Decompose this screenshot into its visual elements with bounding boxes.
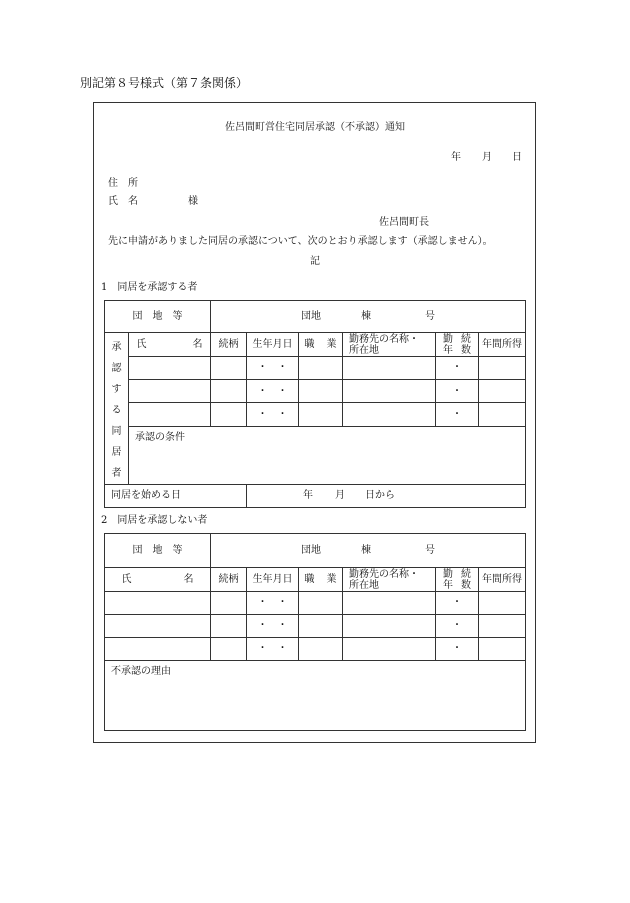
date-month-label: 月 bbox=[482, 152, 492, 163]
cell-name bbox=[129, 357, 211, 380]
header-occupation-a: 職 bbox=[304, 573, 315, 585]
header-relation: 続柄 bbox=[211, 568, 247, 592]
number-text: 号 bbox=[425, 544, 435, 556]
cell-name bbox=[105, 592, 211, 615]
header-name bbox=[105, 568, 211, 592]
header-years-a1: 勤 bbox=[443, 333, 453, 345]
conditions-cell bbox=[129, 426, 526, 484]
section2-heading: 2 同居を承認しない者 bbox=[101, 515, 208, 526]
cell-years: ・ bbox=[436, 638, 479, 661]
rejection-reason-label: 不承認の理由 bbox=[111, 666, 171, 677]
cell-income bbox=[479, 615, 526, 638]
issuer-label: 佐呂間町長 bbox=[379, 217, 429, 228]
side-char: 承 bbox=[111, 342, 122, 353]
cell-name bbox=[129, 403, 211, 426]
cell-workplace bbox=[343, 638, 436, 661]
cell-years: ・ bbox=[436, 357, 479, 380]
cell-years: ・ bbox=[436, 403, 479, 426]
start-day: 日から bbox=[365, 490, 395, 502]
date-year-label: 年 bbox=[451, 152, 461, 163]
cell-birthdate: ・ ・ bbox=[247, 615, 299, 638]
header-occupation bbox=[299, 333, 343, 357]
cell-relation bbox=[211, 403, 247, 426]
header-income: 年間所得 bbox=[479, 568, 526, 592]
header-years-b1: 年 bbox=[443, 344, 453, 356]
side-char: 認 bbox=[111, 363, 122, 374]
table-row bbox=[105, 357, 526, 380]
header-years-b1: 年 bbox=[443, 579, 453, 591]
header-workplace-line2: 所在地 bbox=[349, 344, 379, 356]
name-label: 氏 名 bbox=[108, 196, 138, 207]
cell-birthdate: ・ ・ bbox=[247, 380, 299, 403]
header-occupation bbox=[299, 568, 343, 592]
side-char: 者 bbox=[111, 468, 122, 479]
cell-occupation bbox=[299, 357, 343, 380]
header-years-a2: 続 bbox=[461, 333, 471, 345]
danchi-text: 団地 bbox=[301, 310, 321, 322]
cell-relation bbox=[211, 380, 247, 403]
cell-relation bbox=[211, 357, 247, 380]
cell-relation bbox=[211, 615, 247, 638]
table-row bbox=[105, 380, 526, 403]
ki-label: 記 bbox=[310, 256, 320, 267]
cell-relation bbox=[211, 592, 247, 615]
cell-birthdate: ・ ・ bbox=[247, 403, 299, 426]
side-char: す bbox=[111, 384, 122, 395]
header-occupation-b: 業 bbox=[326, 573, 337, 585]
header-occupation-b: 業 bbox=[326, 338, 337, 350]
header-workplace-line1: 勤務先の名称・ bbox=[349, 333, 419, 345]
header-name-b: 名 bbox=[183, 573, 194, 585]
danchi-value-cell bbox=[211, 301, 526, 333]
number-text: 号 bbox=[425, 310, 435, 322]
danchi-label-cell bbox=[105, 301, 211, 333]
header-name bbox=[129, 333, 211, 357]
header-workplace-line2: 所在地 bbox=[349, 579, 379, 591]
danchi-label-cell bbox=[105, 534, 211, 568]
cell-name bbox=[129, 380, 211, 403]
header-occupation-a: 職 bbox=[304, 338, 315, 350]
danchi-text: 団地 bbox=[301, 544, 321, 556]
header-years-a1: 勤 bbox=[443, 568, 453, 580]
approved-cohabitants-table bbox=[104, 300, 526, 508]
cell-occupation bbox=[299, 592, 343, 615]
header-workplace bbox=[343, 333, 436, 357]
cell-relation bbox=[211, 638, 247, 661]
cell-name bbox=[105, 638, 211, 661]
header-relation: 続柄 bbox=[211, 333, 247, 357]
header-name-b: 名 bbox=[192, 338, 203, 350]
header-workplace bbox=[343, 568, 436, 592]
cell-income bbox=[479, 403, 526, 426]
start-month: 月 bbox=[335, 490, 345, 502]
cell-occupation bbox=[299, 380, 343, 403]
header-years bbox=[436, 568, 479, 592]
start-year: 年 bbox=[303, 490, 313, 502]
cell-workplace bbox=[343, 592, 436, 615]
header-name-a: 氏 bbox=[136, 338, 147, 350]
side-char: る bbox=[111, 405, 122, 416]
cell-income bbox=[479, 638, 526, 661]
form-number-label: 別記第８号様式（第７条関係） bbox=[80, 76, 249, 90]
danchi-label: 団 地 等 bbox=[132, 310, 183, 322]
cell-birthdate: ・ ・ bbox=[247, 638, 299, 661]
header-birthdate: 生年月日 bbox=[247, 333, 299, 357]
danchi-value-cell bbox=[211, 534, 526, 568]
conditions-label: 承認の条件 bbox=[135, 431, 185, 443]
honorific-sama: 様 bbox=[188, 196, 198, 207]
start-date-value-cell bbox=[247, 485, 526, 508]
cell-occupation bbox=[299, 638, 343, 661]
cell-workplace bbox=[343, 380, 436, 403]
danchi-label: 団 地 等 bbox=[132, 544, 183, 556]
header-birthdate: 生年月日 bbox=[247, 568, 299, 592]
cell-workplace bbox=[343, 615, 436, 638]
address-label: 住 所 bbox=[108, 178, 138, 189]
table-row bbox=[105, 615, 526, 638]
cell-income bbox=[479, 357, 526, 380]
cell-occupation bbox=[299, 615, 343, 638]
cell-birthdate: ・ ・ bbox=[247, 357, 299, 380]
notice-title: 佐呂間町営住宅同居承認（不承認）通知 bbox=[225, 122, 405, 133]
header-years-b2: 数 bbox=[461, 344, 471, 356]
cell-income bbox=[479, 380, 526, 403]
start-date-label: 同居を始める日 bbox=[111, 490, 181, 502]
cell-workplace bbox=[343, 357, 436, 380]
building-text: 棟 bbox=[361, 544, 371, 556]
header-workplace-line1: 勤務先の名称・ bbox=[349, 568, 419, 580]
rejection-reason-cell bbox=[105, 661, 526, 731]
rejected-cohabitants-table bbox=[104, 533, 526, 731]
notice-body-text: 先に申請がありました同居の承認について、次のとおり承認します（承認しません）。 bbox=[108, 236, 493, 247]
header-years-b2: 数 bbox=[461, 579, 471, 591]
side-char: 居 bbox=[111, 447, 122, 458]
side-char: 同 bbox=[111, 426, 122, 437]
header-name-a: 氏 bbox=[121, 573, 132, 585]
cell-income bbox=[479, 592, 526, 615]
cell-years: ・ bbox=[436, 592, 479, 615]
cell-years: ・ bbox=[436, 615, 479, 638]
table-row bbox=[105, 592, 526, 615]
building-text: 棟 bbox=[361, 310, 371, 322]
cell-workplace bbox=[343, 403, 436, 426]
table-row bbox=[105, 403, 526, 426]
start-date-label-cell bbox=[105, 485, 247, 508]
cell-birthdate: ・ ・ bbox=[247, 592, 299, 615]
table-row bbox=[105, 638, 526, 661]
header-income: 年間所得 bbox=[479, 333, 526, 357]
header-years bbox=[436, 333, 479, 357]
approved-side-label bbox=[105, 333, 129, 485]
cell-years: ・ bbox=[436, 380, 479, 403]
header-years-a2: 続 bbox=[461, 568, 471, 580]
date-day-label: 日 bbox=[512, 152, 522, 163]
cell-name bbox=[105, 615, 211, 638]
cell-occupation bbox=[299, 403, 343, 426]
section1-heading: 1 同居を承認する者 bbox=[101, 282, 198, 293]
